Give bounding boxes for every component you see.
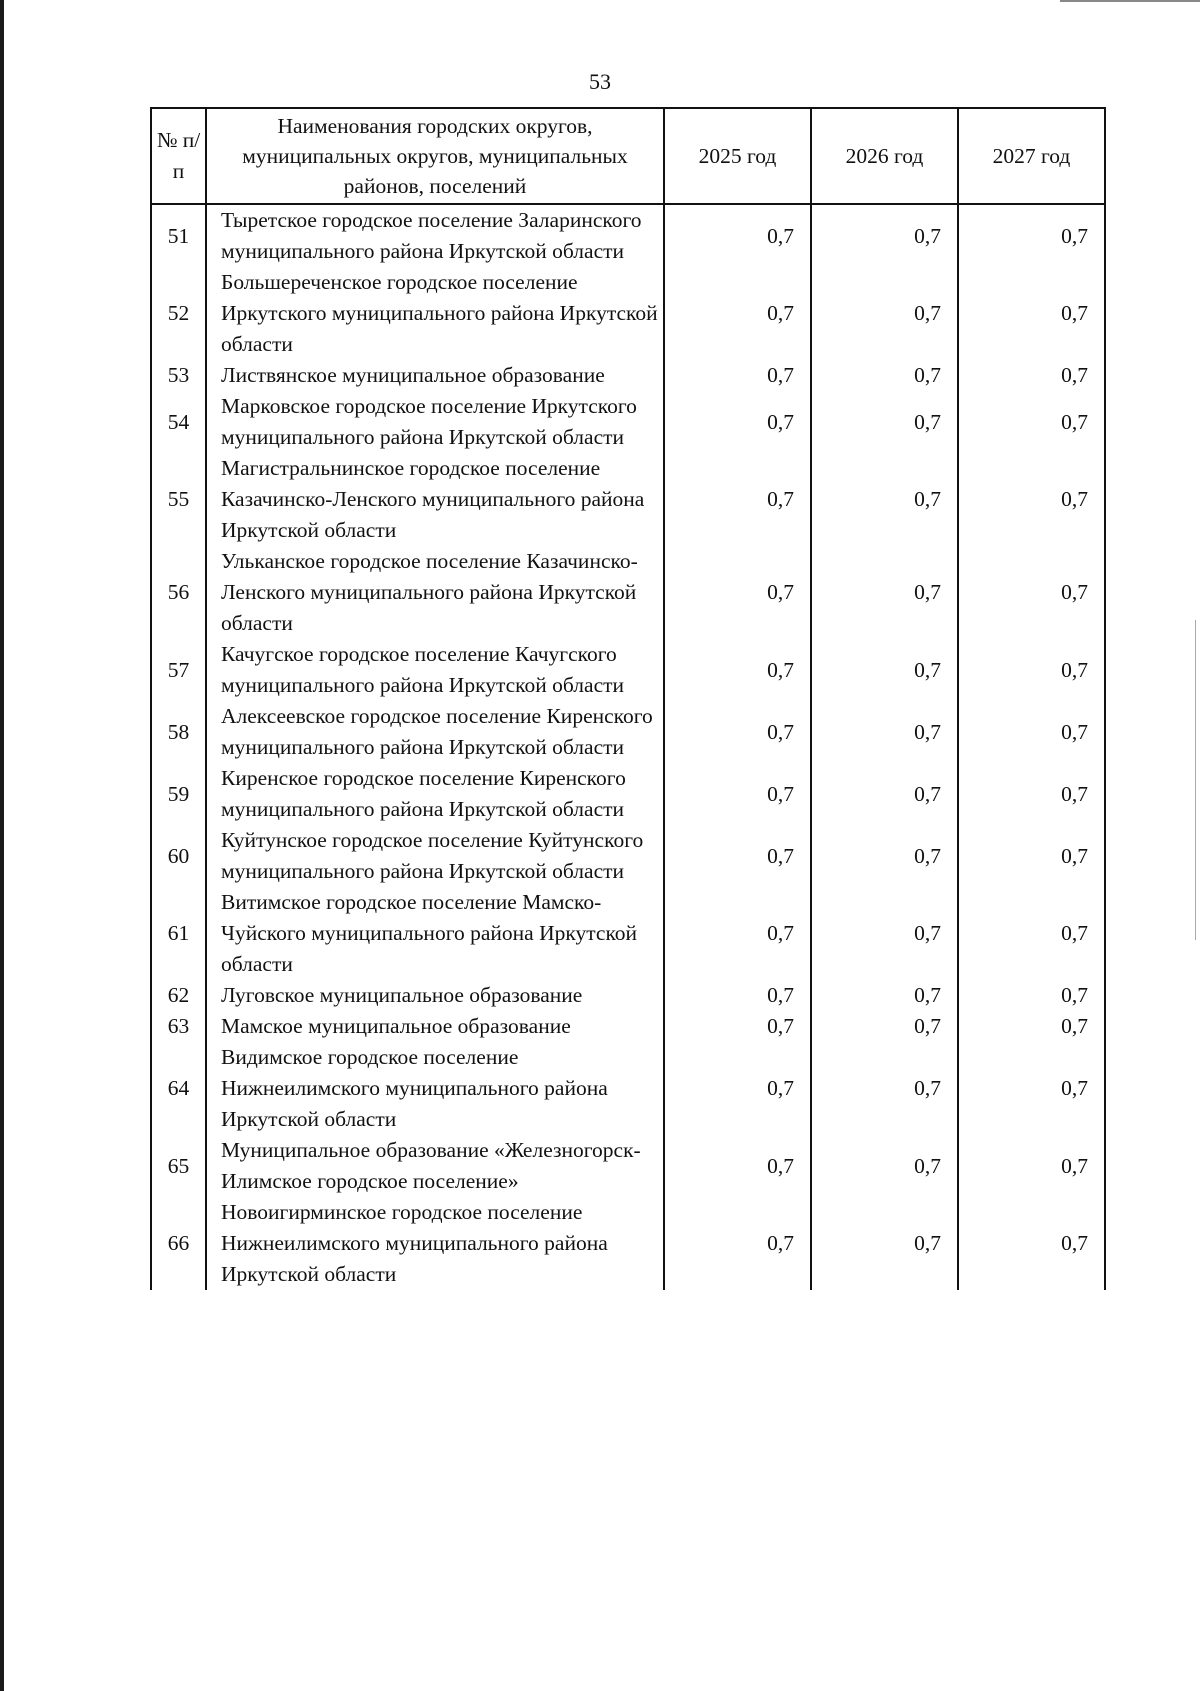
row-value-2027: 0,7: [958, 887, 1105, 980]
row-number: 64: [151, 1042, 206, 1135]
row-value-2027: 0,7: [958, 1135, 1105, 1197]
allocation-table: [150, 107, 1106, 1290]
row-number: 57: [151, 639, 206, 701]
row-value-2026: 0,7: [811, 825, 958, 887]
row-value-2026: 0,7: [811, 763, 958, 825]
table-body: [151, 204, 1105, 1290]
row-value-2025: 0,7: [664, 763, 811, 825]
row-value-2027: 0,7: [958, 763, 1105, 825]
table-row: [151, 204, 1105, 267]
row-value-2026: 0,7: [811, 1135, 958, 1197]
header-year-2027: 2027 год: [958, 108, 1105, 204]
row-value-2026: 0,7: [811, 453, 958, 546]
row-name: Киренское городское поселение Киренского муниципального района Иркутской области: [206, 763, 664, 825]
row-value-2025: 0,7: [664, 1135, 811, 1197]
row-value-2025: 0,7: [664, 1011, 811, 1042]
row-value-2027: 0,7: [958, 546, 1105, 639]
row-name: Муниципальное образование «Железногорск-Илимское городское поселение»: [206, 1135, 664, 1197]
row-value-2025: 0,7: [664, 267, 811, 360]
row-name: Куйтунское городское поселение Куйтунского муниципального района Иркутской области: [206, 825, 664, 887]
row-name: Магистральнинское городское поселение Казачинско-Ленского муниципального района Иркутской области: [206, 453, 664, 546]
row-value-2026: 0,7: [811, 1042, 958, 1135]
row-value-2026: 0,7: [811, 887, 958, 980]
row-number: 54: [151, 391, 206, 453]
table-row: [151, 980, 1105, 1011]
row-value-2026: 0,7: [811, 546, 958, 639]
row-value-2026: 0,7: [811, 980, 958, 1011]
row-number: 66: [151, 1197, 206, 1290]
row-value-2025: 0,7: [664, 546, 811, 639]
row-value-2025: 0,7: [664, 701, 811, 763]
table-row: [151, 391, 1105, 453]
table-row: [151, 453, 1105, 546]
row-value-2025: 0,7: [664, 391, 811, 453]
row-value-2027: 0,7: [958, 639, 1105, 701]
row-value-2025: 0,7: [664, 204, 811, 267]
table-row: [151, 825, 1105, 887]
row-number: 56: [151, 546, 206, 639]
row-name: Ульканское городское поселение Казачинско-Ленского муниципального района Иркутской области: [206, 546, 664, 639]
row-number: 62: [151, 980, 206, 1011]
table-header: [151, 108, 1105, 204]
row-value-2026: 0,7: [811, 360, 958, 391]
row-number: 60: [151, 825, 206, 887]
row-value-2027: 0,7: [958, 391, 1105, 453]
row-value-2027: 0,7: [958, 825, 1105, 887]
table-row: [151, 267, 1105, 360]
table-row: [151, 360, 1105, 391]
table-row: [151, 1197, 1105, 1290]
row-value-2026: 0,7: [811, 1197, 958, 1290]
header-year-2026: 2026 год: [811, 108, 958, 204]
row-value-2027: 0,7: [958, 1042, 1105, 1135]
row-name: Луговское муниципальное образование: [206, 980, 664, 1011]
row-name: Большереченское городское поселение Иркутского муниципального района Иркутской области: [206, 267, 664, 360]
row-number: 59: [151, 763, 206, 825]
row-number: 53: [151, 360, 206, 391]
row-name: Алексеевское городское поселение Киренского муниципального района Иркутской области: [206, 701, 664, 763]
row-value-2025: 0,7: [664, 887, 811, 980]
row-name: Мамское муниципальное образование: [206, 1011, 664, 1042]
row-value-2027: 0,7: [958, 980, 1105, 1011]
row-value-2025: 0,7: [664, 1197, 811, 1290]
row-value-2025: 0,7: [664, 639, 811, 701]
header-name: Наименования городских округов, муниципальных округов, муниципальных районов, поселений: [206, 108, 664, 204]
table-row: [151, 887, 1105, 980]
scan-edge-top: [1060, 0, 1200, 2]
table-row: [151, 701, 1105, 763]
row-value-2026: 0,7: [811, 267, 958, 360]
row-name: Тыретское городское поселение Заларинского муниципального района Иркутской области: [206, 204, 664, 267]
row-value-2027: 0,7: [958, 267, 1105, 360]
row-number: 65: [151, 1135, 206, 1197]
table-row: [151, 1135, 1105, 1197]
row-value-2027: 0,7: [958, 1011, 1105, 1042]
row-value-2026: 0,7: [811, 701, 958, 763]
row-value-2025: 0,7: [664, 1042, 811, 1135]
row-name: Качугское городское поселение Качугского муниципального района Иркутской области: [206, 639, 664, 701]
row-number: 51: [151, 204, 206, 267]
row-value-2026: 0,7: [811, 391, 958, 453]
row-value-2027: 0,7: [958, 204, 1105, 267]
row-value-2027: 0,7: [958, 701, 1105, 763]
row-number: 58: [151, 701, 206, 763]
row-name: Марковское городское поселение Иркутского муниципального района Иркутской области: [206, 391, 664, 453]
row-name: Листвянское муниципальное образование: [206, 360, 664, 391]
row-value-2027: 0,7: [958, 1197, 1105, 1290]
row-number: 55: [151, 453, 206, 546]
row-value-2027: 0,7: [958, 360, 1105, 391]
table-row: [151, 546, 1105, 639]
row-value-2027: 0,7: [958, 453, 1105, 546]
row-value-2025: 0,7: [664, 453, 811, 546]
table-row: [151, 639, 1105, 701]
row-number: 63: [151, 1011, 206, 1042]
row-value-2026: 0,7: [811, 204, 958, 267]
row-name: Витимское городское поселение Мамско-Чуйского муниципального района Иркутской области: [206, 887, 664, 980]
table-row: [151, 1042, 1105, 1135]
row-name: Новоигирминское городское поселение Нижнеилимского муниципального района Иркутской области: [206, 1197, 664, 1290]
row-value-2025: 0,7: [664, 825, 811, 887]
header-num: № п/п: [151, 108, 206, 204]
row-value-2025: 0,7: [664, 360, 811, 391]
row-value-2025: 0,7: [664, 980, 811, 1011]
header-year-2025: 2025 год: [664, 108, 811, 204]
row-number: 52: [151, 267, 206, 360]
table-row: [151, 763, 1105, 825]
row-value-2026: 0,7: [811, 1011, 958, 1042]
row-number: 61: [151, 887, 206, 980]
scan-edge-right: [1195, 620, 1196, 940]
scan-edge-left: [0, 0, 4, 1691]
row-value-2026: 0,7: [811, 639, 958, 701]
page-number: 53: [589, 69, 611, 94]
table-row: [151, 1011, 1105, 1042]
row-name: Видимское городское поселение Нижнеилимского муниципального района Иркутской области: [206, 1042, 664, 1135]
